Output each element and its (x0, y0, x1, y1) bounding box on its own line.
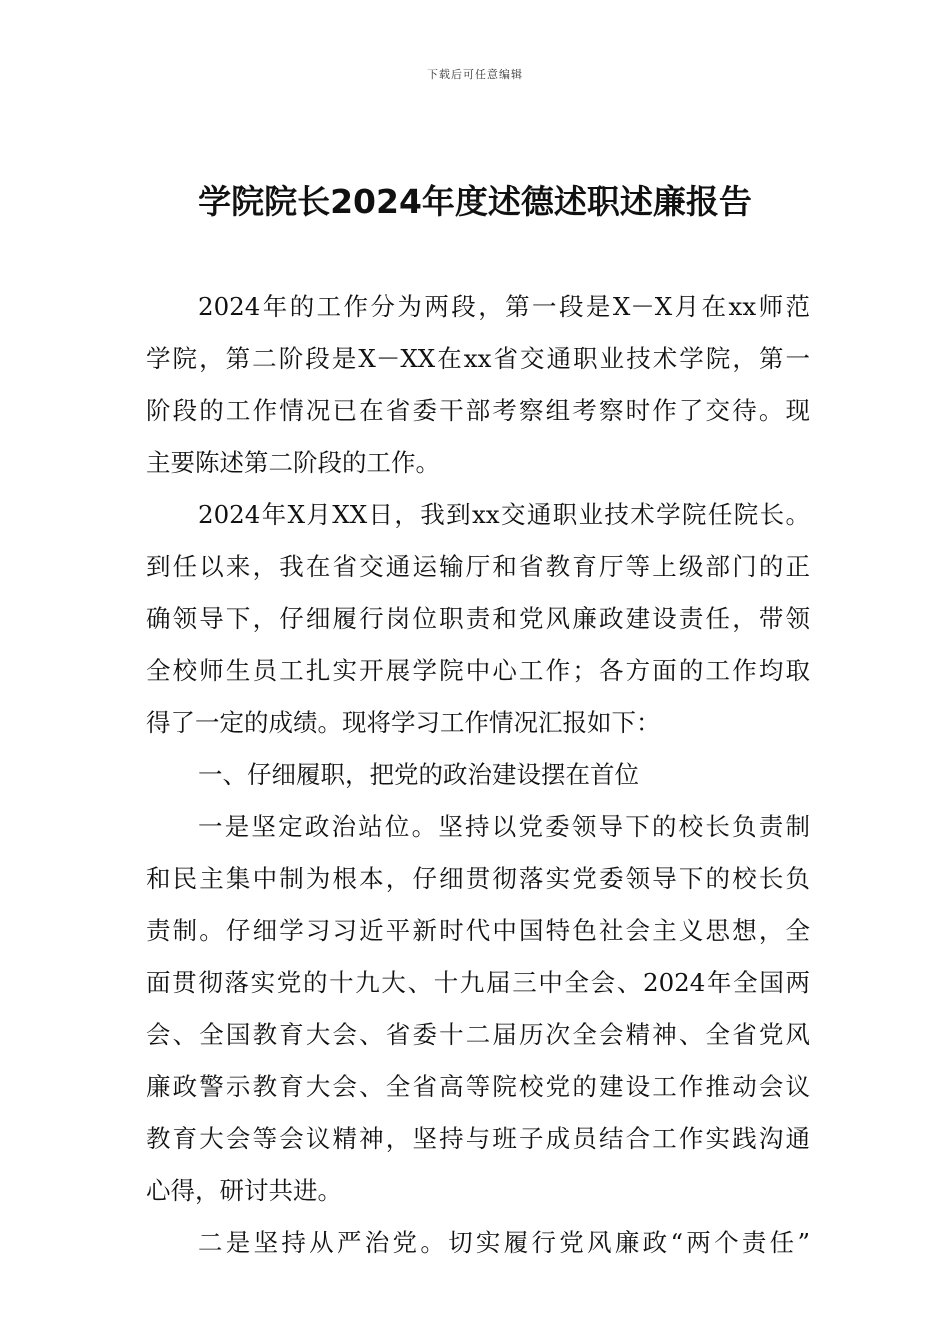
paragraph-line: 得了一定的成绩。现将学习工作情况汇报如下： (146, 708, 661, 737)
paragraph-line: 面贯彻落实党的十九大、十九届三中全会、2024年全国两 (146, 968, 810, 997)
page-header-note: 下载后可任意编辑 (427, 68, 523, 81)
document-body (146, 281, 810, 1269)
paragraph-line: 确领导下，仔细履行岗位职责和党风廉政建设责任，带领 (146, 604, 810, 633)
paragraph-line: 2024年X月XX日，我到xx交通职业技术学院任院长。 (198, 500, 810, 529)
paragraph-line: 心得，研讨共进。 (146, 1176, 342, 1205)
paragraph-line: 责制。仔细学习习近平新时代中国特色社会主义思想，全 (146, 916, 810, 945)
paragraph-line: 全校师生员工扎实开展学院中心工作；各方面的工作均取 (146, 656, 810, 685)
paragraph-line: 廉政警示教育大会、全省高等院校党的建设工作推动会议 (146, 1072, 810, 1101)
paragraph-line: 二是坚持从严治党。切实履行党风廉政“两个责任” (198, 1228, 810, 1257)
paragraph-line: 到任以来，我在省交通运输厅和省教育厅等上级部门的正 (146, 552, 810, 581)
paragraph-line: 一是坚定政治站位。坚持以党委领导下的校长负责制 (198, 812, 810, 841)
section-heading: 一、仔细履职，把党的政治建设摆在首位 (198, 760, 639, 789)
paragraph-line: 会、全国教育大会、省委十二届历次全会精神、全省党风 (146, 1020, 810, 1049)
paragraph-line: 和民主集中制为根本，仔细贯彻落实党委领导下的校长负 (146, 864, 810, 893)
paragraph-line: 阶段的工作情况已在省委干部考察组考察时作了交待。现 (146, 396, 810, 425)
paragraph-line: 主要陈述第二阶段的工作。 (146, 448, 440, 477)
paragraph-line: 教育大会等会议精神，坚持与班子成员结合工作实践沟通 (146, 1124, 810, 1153)
paragraph-line: 学院，第二阶段是X－XX在xx省交通职业技术学院，第一 (146, 344, 810, 373)
document-title: 学院院长2024年度述德述职述廉报告 (198, 182, 752, 221)
paragraph-line: 2024年的工作分为两段，第一段是X－X月在xx师范 (198, 292, 810, 321)
